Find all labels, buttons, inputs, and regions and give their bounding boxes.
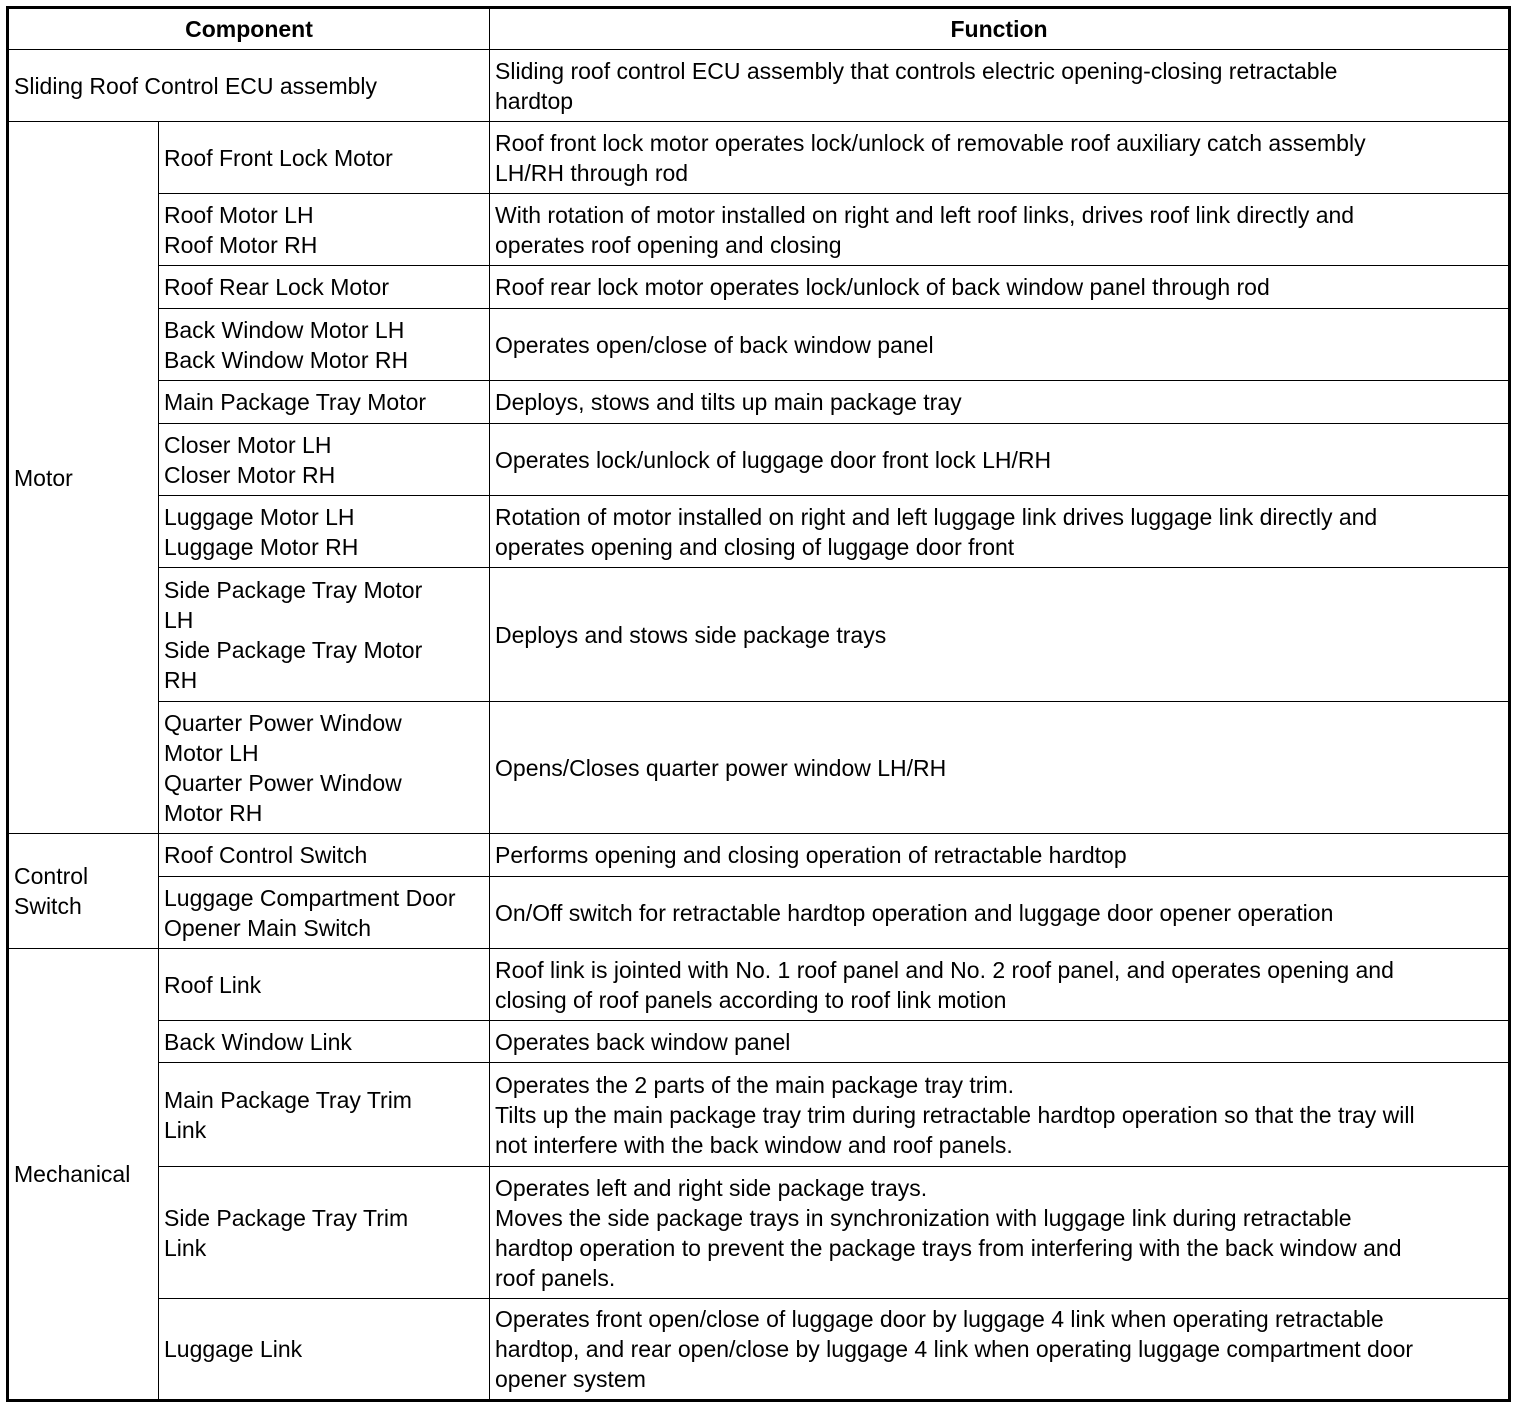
component-cell: Luggage Motor LH Luggage Motor RH bbox=[159, 496, 490, 568]
component-cell: Luggage Link bbox=[159, 1299, 490, 1401]
table-row bbox=[8, 496, 1510, 568]
table-row bbox=[8, 309, 1510, 381]
component-cell: Back Window Motor LH Back Window Motor RH bbox=[159, 309, 490, 381]
component-cell: Sliding Roof Control ECU assembly bbox=[8, 50, 490, 122]
function-cell: With rotation of motor installed on right and left roof links, drives roof link directly and operates roof opening and closing bbox=[490, 194, 1510, 266]
group-cell-control-switch: Control Switch bbox=[8, 834, 159, 949]
component-cell: Luggage Compartment Door Opener Main Switch bbox=[159, 877, 490, 949]
component-cell: Roof Rear Lock Motor bbox=[159, 266, 490, 309]
table-row bbox=[8, 1167, 1510, 1299]
group-cell-motor: Motor bbox=[8, 122, 159, 834]
function-cell: Operates back window panel bbox=[490, 1021, 1510, 1063]
component-cell: Main Package Tray Trim Link bbox=[159, 1063, 490, 1167]
component-cell: Back Window Link bbox=[159, 1021, 490, 1063]
function-cell: Roof rear lock motor operates lock/unlock of back window panel through rod bbox=[490, 266, 1510, 309]
function-cell: Operates open/close of back window panel bbox=[490, 309, 1510, 381]
function-cell: Operates lock/unlock of luggage door front lock LH/RH bbox=[490, 424, 1510, 496]
header-component: Component bbox=[8, 8, 490, 50]
table-row bbox=[8, 702, 1510, 834]
header-row bbox=[8, 8, 1510, 50]
function-cell: Roof link is jointed with No. 1 roof panel and No. 2 roof panel, and operates opening and closing of roof panels according to roof link motion bbox=[490, 949, 1510, 1021]
component-cell: Roof Front Lock Motor bbox=[159, 122, 490, 194]
table-row bbox=[8, 194, 1510, 266]
function-cell: Roof front lock motor operates lock/unlock of removable roof auxiliary catch assembly LH/RH through rod bbox=[490, 122, 1510, 194]
function-cell: Operates left and right side package trays. Moves the side package trays in synchronization with luggage link during retractable hardtop operation to prevent the package trays from interfering with the back window and roof panels. bbox=[490, 1167, 1510, 1299]
table-row bbox=[8, 877, 1510, 949]
function-cell: Rotation of motor installed on right and left luggage link drives luggage link directly and operates opening and closing of luggage door front bbox=[490, 496, 1510, 568]
table-row bbox=[8, 381, 1510, 424]
component-cell: Roof Link bbox=[159, 949, 490, 1021]
component-cell: Side Package Tray Motor LH Side Package Tray Motor RH bbox=[159, 568, 490, 702]
table-row bbox=[8, 424, 1510, 496]
table-row bbox=[8, 949, 1510, 1021]
component-function-table bbox=[6, 6, 1511, 1402]
component-cell: Closer Motor LH Closer Motor RH bbox=[159, 424, 490, 496]
component-cell: Main Package Tray Motor bbox=[159, 381, 490, 424]
table-row bbox=[8, 1063, 1510, 1167]
table-row bbox=[8, 834, 1510, 877]
table-row bbox=[8, 266, 1510, 309]
function-cell: Operates front open/close of luggage door by luggage 4 link when operating retractable hardtop, and rear open/close by luggage 4 link when operating luggage compartment door opener system bbox=[490, 1299, 1510, 1401]
function-cell: Opens/Closes quarter power window LH/RH bbox=[490, 702, 1510, 834]
table-row bbox=[8, 568, 1510, 702]
header-function: Function bbox=[490, 8, 1510, 50]
function-cell: Performs opening and closing operation of retractable hardtop bbox=[490, 834, 1510, 877]
function-cell: Operates the 2 parts of the main package tray trim. Tilts up the main package tray trim during retractable hardtop operation so that the tray will not interfere with the back window and roof panels. bbox=[490, 1063, 1510, 1167]
component-cell: Side Package Tray Trim Link bbox=[159, 1167, 490, 1299]
function-cell: Deploys, stows and tilts up main package tray bbox=[490, 381, 1510, 424]
component-cell: Roof Motor LH Roof Motor RH bbox=[159, 194, 490, 266]
function-cell: Sliding roof control ECU assembly that controls electric opening-closing retractable hardtop bbox=[490, 50, 1510, 122]
component-cell: Quarter Power Window Motor LH Quarter Power Window Motor RH bbox=[159, 702, 490, 834]
table-row bbox=[8, 1021, 1510, 1063]
group-cell-mechanical: Mechanical bbox=[8, 949, 159, 1401]
component-cell: Roof Control Switch bbox=[159, 834, 490, 877]
function-cell: On/Off switch for retractable hardtop operation and luggage door opener operation bbox=[490, 877, 1510, 949]
table-row bbox=[8, 1299, 1510, 1401]
table-row bbox=[8, 122, 1510, 194]
function-cell: Deploys and stows side package trays bbox=[490, 568, 1510, 702]
table-row bbox=[8, 50, 1510, 122]
